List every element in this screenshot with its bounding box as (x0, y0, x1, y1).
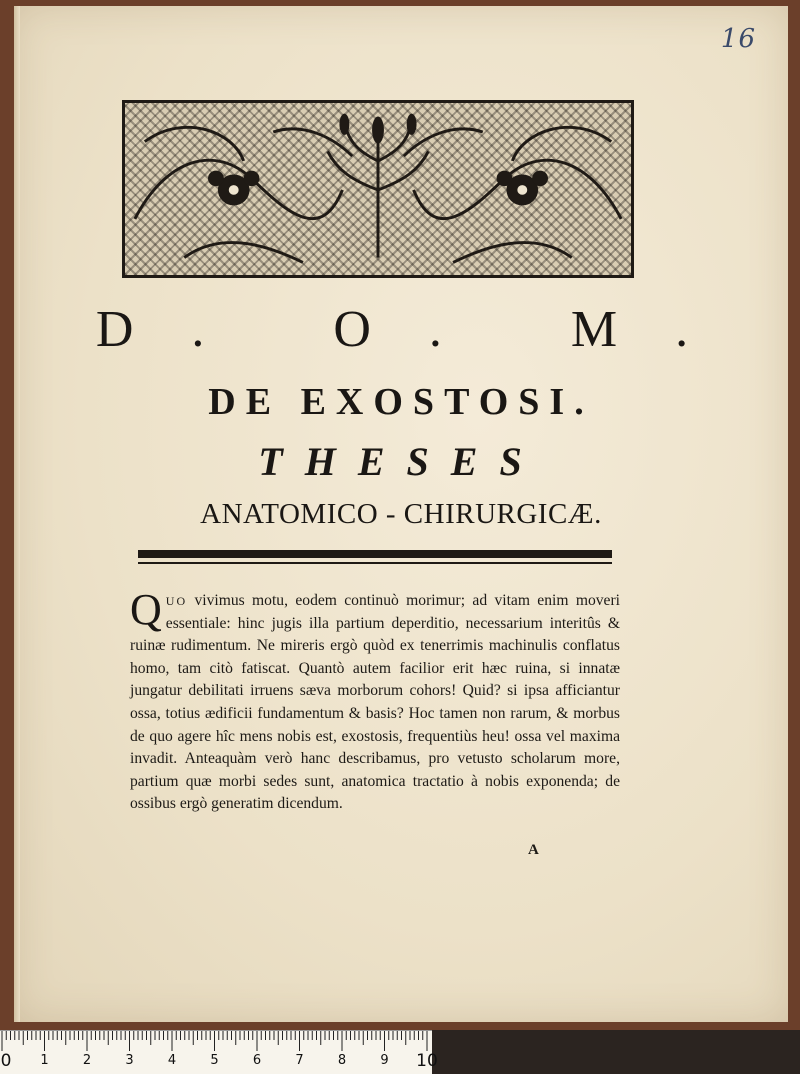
floral-ornament-icon (125, 103, 631, 275)
ornamental-headpiece (122, 100, 634, 278)
subject-title: DE EXOSTOSI. (208, 381, 594, 423)
ruler-label: 5 (210, 1053, 219, 1068)
ruler-label: 1 (40, 1053, 49, 1068)
paragraph-text: vivimus motu, eodem continuò morimur; ad vitam enim moveri essentiale: hinc jugis illa partium deperditio, necessarium interitûs & ruinæ rudimentum. Ne mireris ergò quòd ex tenerrimis machinulis conflatus homo, tam citò fatiscat. Quantò autem facilior erit hæc ruina, si innatæ jungatur debilitati irruens sæva morborum cohors! Quid? si ipsa afficiantur ossa, totius ædificii fundamentum & basis? Hoc tamen non rarum, & morbus de quo agere hîc mens nobis est, exostosis, frequentiùs heu! ossa vel maxima invadit. Anteaquàm verò hanc describamus, pro vetusto scholarum more, partium quæ morbi sedes sunt, anatomica tractatio à nobis exponenda; de ossibus ergò generatim dicendum. (130, 592, 620, 813)
ruler-label: 3 (125, 1053, 134, 1068)
ruler-label: 6 (252, 1053, 262, 1068)
folio-number: 16 (720, 24, 756, 54)
specialty-title: ANATOMICO - CHIRURGICÆ. (200, 498, 602, 530)
body-paragraph (130, 585, 620, 816)
ruler-label: 10 (416, 1051, 438, 1071)
invocation-heading: D. O. M. (95, 301, 747, 358)
decorative-rule-thick (138, 550, 612, 558)
ruler-label: 9 (380, 1053, 389, 1068)
measurement-ruler (0, 1030, 438, 1074)
ruler-label: 2 (82, 1053, 92, 1068)
theses-title: THESES (258, 439, 544, 484)
ruler-label: 8 (337, 1053, 347, 1068)
decorative-rule-thin (138, 562, 612, 564)
drop-capital: Q (130, 585, 162, 634)
ruler-ticks (0, 1031, 432, 1053)
ruler-label: 0 (0, 1051, 12, 1071)
ruler-label: 7 (295, 1053, 304, 1068)
ruler-label: 4 (167, 1053, 177, 1068)
lead-smallcaps: UO (165, 594, 188, 608)
page-leaf (14, 6, 788, 1022)
signature-mark: A (528, 842, 539, 858)
